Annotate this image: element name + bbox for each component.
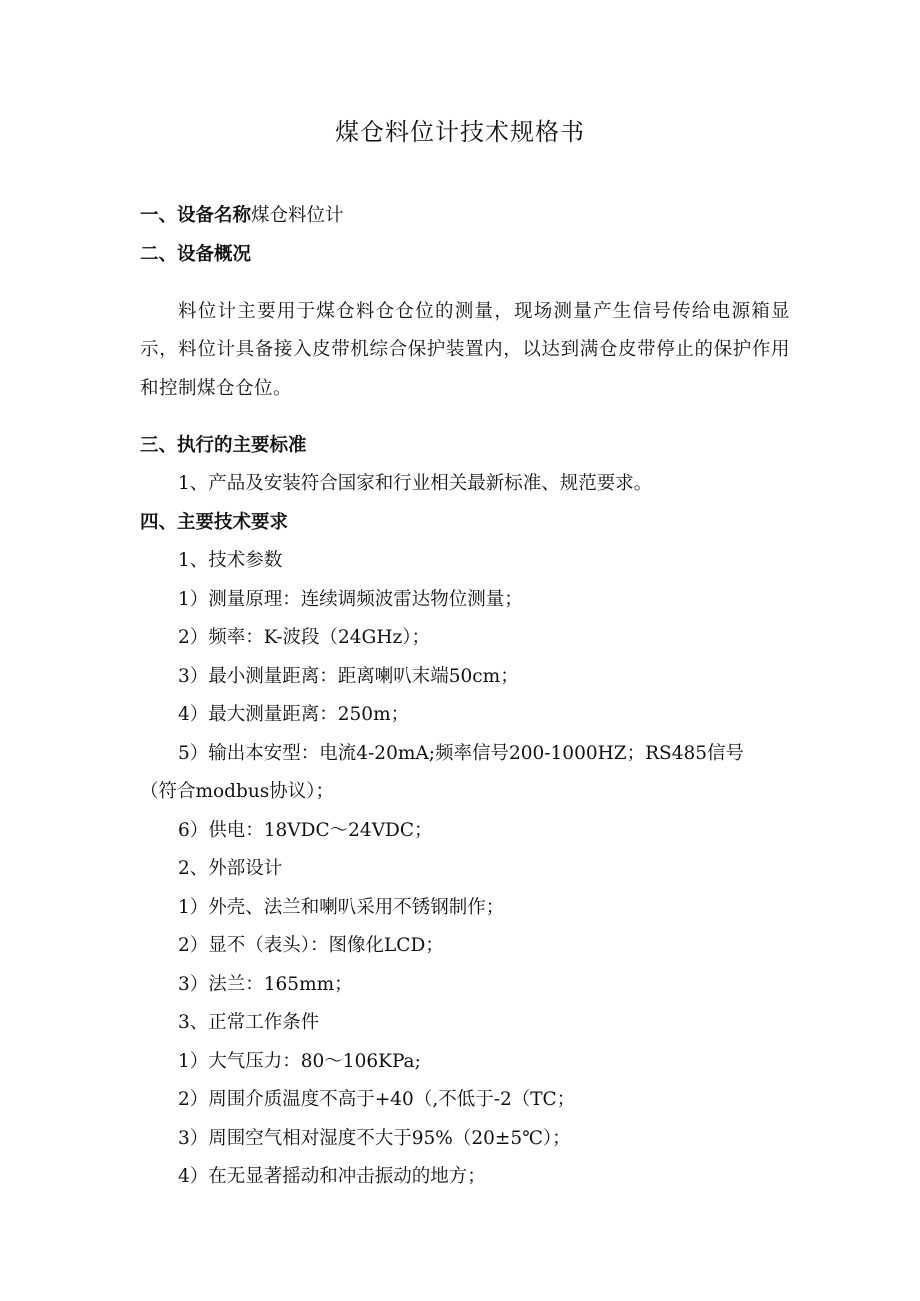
section-2-paragraph: 料位计主要用于煤仓料仓仓位的测量，现场测量产生信号传给电源箱显示，料位计具备接入皮带机综合保护装置内，以达到满仓皮带停止的保护作用和控制煤仓仓位。 xyxy=(140,300,790,399)
section-3-item: 1、产品及安装符合国家和行业相关最新标准、规范要求。 xyxy=(178,473,653,494)
spec-item: 1）外壳、法兰和喇叭采用不锈钢制作； xyxy=(178,896,505,918)
spec-item: 4）在无显著摇动和冲击振动的地方； xyxy=(178,1166,486,1187)
spec-item: 3）周围空气相对湿度不大于95%（20±5℃）； xyxy=(178,1127,571,1149)
subsection-working-conditions-title: 3、正常工作条件 xyxy=(178,1012,320,1033)
section-1-value: 煤仓料位计 xyxy=(251,205,344,226)
spec-item: 2）周围介质温度不高于+40（,不低于-2（TC； xyxy=(178,1089,576,1110)
spec-item: 3）法兰：165mm； xyxy=(178,973,353,995)
spec-item: 2）显不（表头）：图像化LCD； xyxy=(178,935,444,956)
document-title: 煤仓料位计技术规格书 xyxy=(335,118,585,146)
spec-item: 2）频率：K-波段（24GHz）； xyxy=(178,627,430,648)
section-4-heading: 四、主要技术要求 xyxy=(140,511,289,533)
spec-item: 1）测量原理：连续调频波雷达物位测量； xyxy=(178,588,523,610)
spec-item: 4）最大测量距离：250m； xyxy=(178,704,410,725)
spec-item: 6）供电：18VDC～24VDC； xyxy=(178,819,433,841)
subsection-technical-params-title: 1、技术参数 xyxy=(178,550,283,571)
section-3-heading: 三、执行的主要标准 xyxy=(140,434,307,456)
spec-item: 5）输出本安型：电流4-20mA;频率信号200-1000HZ；RS485信号 xyxy=(178,742,745,764)
section-1-heading xyxy=(140,197,790,236)
section-1-label: 一、设备名称 xyxy=(140,205,252,226)
subsection-external-design-title: 2、外部设计 xyxy=(178,858,283,879)
spec-item: 1）大气压力：80～106KPa; xyxy=(178,1050,421,1072)
document-body xyxy=(140,197,790,1197)
spec-item: 3）最小测量距离：距离喇叭末端50cm； xyxy=(178,665,519,687)
spec-item-continuation: （符合modbus协议）； xyxy=(140,781,335,802)
section-2-heading: 二、设备概况 xyxy=(140,243,252,265)
